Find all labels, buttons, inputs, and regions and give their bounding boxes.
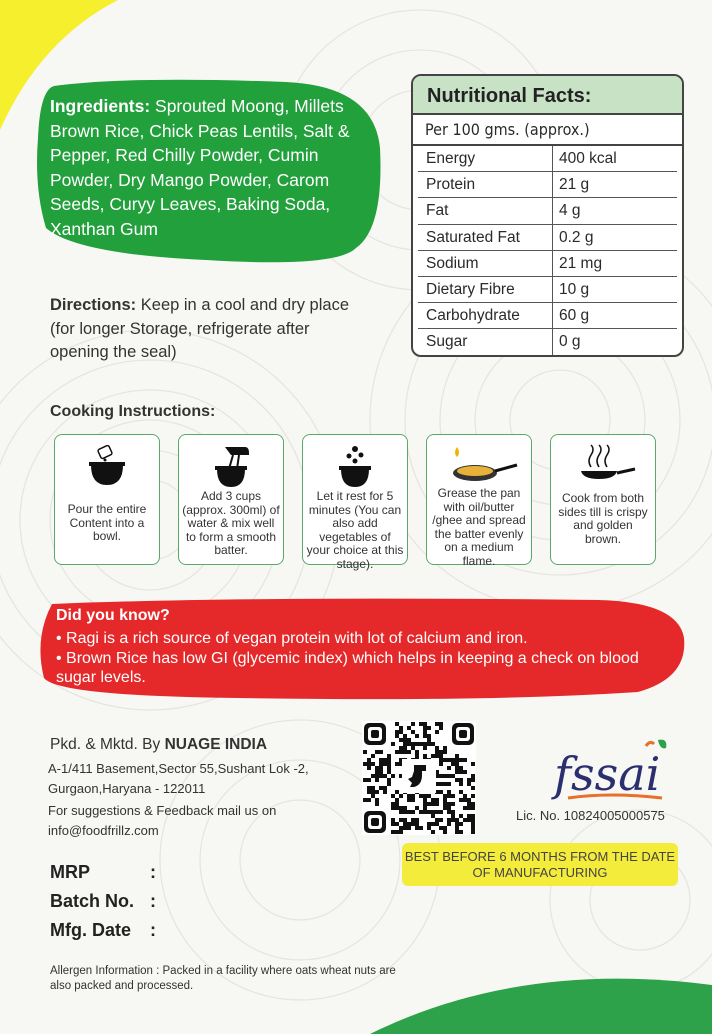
- packed-by: [50, 736, 267, 754]
- cooking-step-4: [426, 434, 532, 568]
- mixer-icon: [179, 441, 283, 491]
- nutrition-row: [418, 303, 677, 329]
- batch-field: [50, 891, 156, 912]
- address-line-2: Gurgaon,Haryana - 122011: [48, 780, 206, 796]
- nutrient-name: Dietary Fibre: [418, 277, 553, 302]
- nutrition-row: [418, 251, 677, 277]
- nutrient-name: Saturated Fat: [418, 225, 553, 250]
- company-name: NUAGE INDIA: [164, 736, 268, 753]
- cooking-step-1: [54, 434, 160, 565]
- qr-code[interactable]: [362, 721, 476, 835]
- nutrition-row: [418, 277, 677, 303]
- cooking-step-5: [550, 434, 656, 565]
- mfg-date-label: Mfg. Date: [50, 920, 131, 940]
- green-bottom-wave: [370, 979, 712, 1034]
- nutrient-value: 4 g: [559, 202, 581, 220]
- mrp-separator: :: [150, 862, 156, 882]
- ingredients-text: [50, 94, 380, 241]
- mrp-label: MRP: [50, 862, 90, 882]
- allergen-info: Allergen Information : Packed in a facility where oats wheat nuts are also packed and processed.: [50, 965, 396, 992]
- packed-by-label: Pkd. & Mktd. By: [50, 736, 165, 753]
- batch-separator: :: [150, 891, 156, 911]
- nutrition-row: [418, 146, 677, 172]
- nutrition-rows: [413, 146, 682, 355]
- step-3-text: Let it rest for 5 minutes (You can also add vegetables of your choice at this stage).: [306, 489, 404, 571]
- did-you-know-text-2: Brown Rice has low GI (glycemic index) which helps in keeping a check on blood sugar levels.: [56, 649, 639, 686]
- fssai-logo: [550, 736, 670, 808]
- nutrient-value: 400 kcal: [559, 150, 617, 167]
- cooking-step-3: [302, 434, 408, 571]
- fssai-logo-text: fssai: [554, 747, 661, 801]
- nutrition-row: [418, 225, 677, 251]
- nutrition-title: Nutritional Facts:: [413, 76, 682, 115]
- bowl-vegetables-icon: [303, 441, 407, 491]
- fssai-license: Lic. No. 10824005000575: [516, 808, 665, 823]
- step-5-text: Cook from both sides till is crispy and golden brown.: [558, 491, 648, 546]
- batch-label: Batch No.: [50, 891, 135, 911]
- hot-pan-icon: [551, 441, 655, 491]
- ingredients-list: Sprouted Moong, Millets Brown Rice, Chick Peas Lentils, Salt & Pepper, Red Chilly Powder, Cumin Powder, Dry Mango Powder, Carom Seeds, Curyy Leaves, Baking Soda, Xanthan Gum: [50, 96, 350, 239]
- company-address: [48, 759, 309, 798]
- nutrition-table: [411, 74, 684, 357]
- did-you-know-title: Did you know?: [56, 607, 170, 624]
- best-before-banner: BEST BEFORE 6 MONTHS FROM THE DATE OF MANUFACTURING: [402, 843, 678, 886]
- directions-label: Directions:: [50, 296, 137, 314]
- address-line-1: A-1/411 Basement,Sector 55,Sushant Lok -2,: [48, 761, 309, 776]
- nutrient-value: 10 g: [559, 280, 590, 298]
- nutrient-name: Sodium: [418, 251, 553, 276]
- feedback-email[interactable]: info@foodfrillz.com: [48, 822, 159, 838]
- nutrition-serving: Per 100 gms. (approx.): [413, 115, 682, 146]
- cooking-title: Cooking Instructions:: [50, 403, 216, 420]
- step-1-text: Pour the entire Content into a bowl.: [67, 502, 147, 543]
- nutrient-value: 21 mg: [559, 254, 603, 272]
- mrp-field: [50, 862, 156, 883]
- directions: [50, 294, 350, 365]
- nutrient-name: Protein: [418, 172, 553, 197]
- feedback-text: For suggestions & Feedback mail us on: [48, 803, 277, 818]
- step-4-text: Grease the pan with oil/butter /ghee and spread the batter evenly on a medium flame.: [432, 486, 526, 568]
- nutrient-name: Carbohydrate: [418, 303, 553, 328]
- ingredients-label: Ingredients:: [50, 96, 151, 116]
- did-you-know-item-2: • Brown Rice has low GI (glycemic index) which helps in keeping a check on blood sugar levels.: [56, 649, 639, 686]
- mfg-date-field: [50, 920, 156, 941]
- nutrition-row: [418, 172, 677, 198]
- did-you-know-item-1: • Ragi is a rich source of vegan protein with lot of calcium and iron.: [56, 630, 528, 647]
- nutrient-value: 21 g: [559, 176, 590, 194]
- feedback-info: [48, 801, 276, 840]
- nutrient-name: Sugar: [418, 329, 553, 354]
- did-you-know-text-1: Ragi is a rich source of vegan protein with lot of calcium and iron.: [66, 630, 528, 647]
- nutrition-row: [418, 198, 677, 224]
- pan-oil-icon: [427, 441, 531, 491]
- did-you-know-panel: [38, 598, 686, 700]
- nutrient-value: 0 g: [559, 333, 581, 351]
- directions-text: Keep in a cool and dry place (for longer Storage, refrigerate after opening the seal): [50, 296, 349, 361]
- cooking-step-2: [178, 434, 284, 565]
- step-2-text: Add 3 cups (approx. 300ml) of water & mix well to form a smooth batter.: [182, 489, 280, 557]
- bowl-pour-icon: [55, 441, 159, 491]
- nutrient-value: 60 g: [559, 307, 590, 325]
- ingredients-panel: [36, 78, 381, 268]
- did-you-know-list: [56, 629, 676, 688]
- mfg-date-separator: :: [150, 920, 156, 940]
- nutrient-value: 0.2 g: [559, 228, 594, 246]
- nutrient-name: Fat: [418, 198, 553, 223]
- nutrition-row: [418, 329, 677, 354]
- nutrient-name: Energy: [418, 146, 553, 171]
